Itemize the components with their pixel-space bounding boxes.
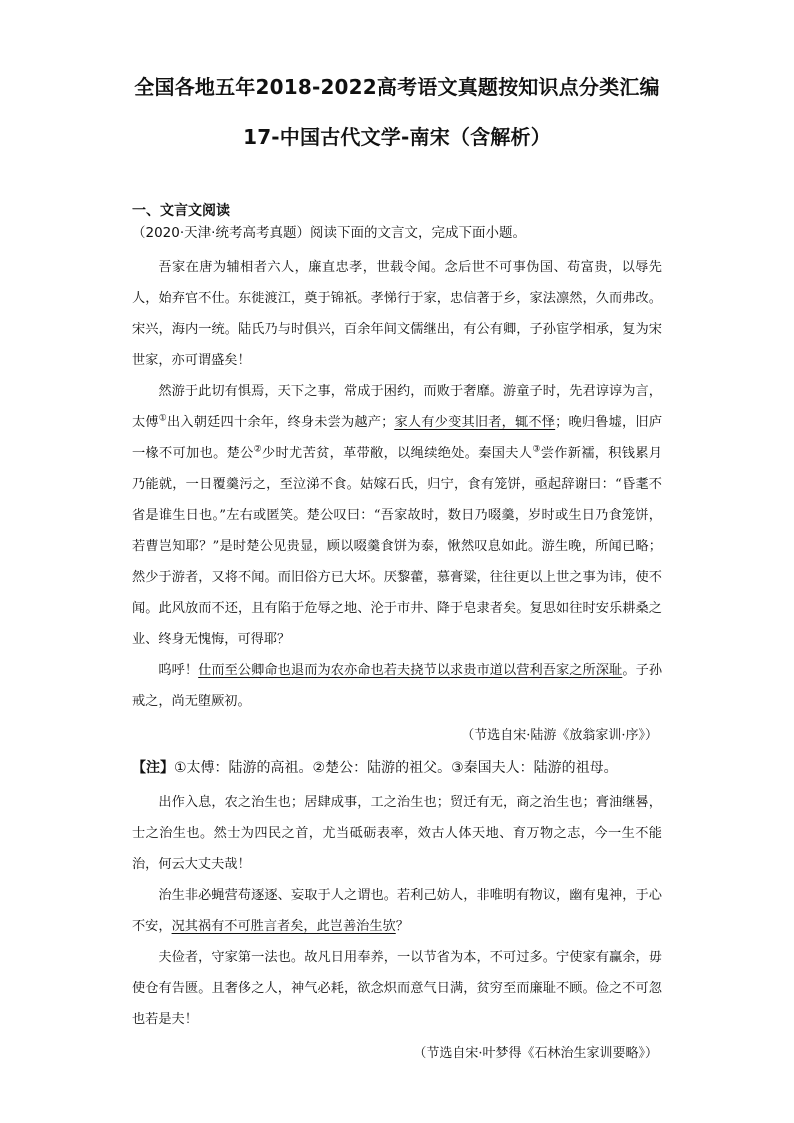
text-run: ？ (395, 919, 409, 934)
footnote-marker-3: ③ (532, 444, 541, 455)
text-run: 。子孙戒之，尚无堕厥初。 (132, 663, 663, 709)
passage1-paragraph-1: 吾家在唐为辅相者六人，廉直忠孝，世载令闻。念后世不可事伪国、苟富贵，以辱先人，始弃官不仕。东徙渡江，奠于锦祇。孝悌行于家，忠信著于乡，家法凛然，久而弗改。宋兴，海内一统。陆氏乃与时俱兴，百余年间文儒继出，有公有卿，子孙宦学相承，复为宋世家，亦可谓盛矣！ (132, 260, 662, 368)
text-run: ；晚归鲁墟，旧庐一椽不可加也。楚公 (132, 415, 663, 461)
text-run: 呜呼！ (158, 663, 199, 678)
footnote-marker-1: ① (158, 413, 168, 424)
underlined-sentence-3: 况其祸有不可胜言者矣，此岂善治生欤 (171, 919, 396, 934)
text-run: 治生非必蝇营苟逐逐、妄取于人之谓也。若利己妨人，非唯明有物议，幽有鬼神，于心不安， (132, 888, 662, 934)
passage2-source: （节选自宋·叶梦得《石林治生家训要略》） (413, 1046, 658, 1061)
text-run: 然游于此切有惧焉，天下之事，常成于困约，而败于奢靡。游童子时，先君谆谆为言，太傅 (132, 384, 662, 430)
note-text: ①太傅：陆游的高祖。②楚公：陆游的祖父。③秦国夫人：陆游的祖母。 (174, 760, 618, 776)
question-intro: （2020·天津·统考高考真题）阅读下面的文言文，完成下面小题。 (132, 225, 526, 241)
document-title-line2: 17-中国古代文学-南宋（含解析） (243, 125, 551, 149)
passage1-source: （节选自宋·陆游《放翁家训·序》） (461, 728, 658, 743)
underlined-sentence-2: 仕而至公卿命也退而为农亦命也若夫挠节以求贵市道以营利吾家之所深耻 (198, 663, 623, 678)
passage1-paragraph-2 (132, 376, 662, 655)
section-heading: 一、文言文阅读 (132, 203, 230, 219)
annotation-note (132, 753, 662, 783)
text-run: 尝作新襦，积钱累月乃能就，一日覆羹污之，至泣涕不食。姑嫁石氏，归宁，食有笼饼，亟起辞谢曰：“昏耄不省是谁生日也。”左右或匿笑。楚公叹曰：“吾家故时，数日乃啜羹，岁时或生日乃食笼饼，若曹岂知耶？”是时楚公见贵显，顾以啜羹食饼为泰，愀然叹息如此。游生晚，所闻已略；然少于游者，又将不闻。而旧俗方已大坏。厌黎藿，慕膏粱，往往更以上世之事为讳，使不闻。此风放而不还，且有陷于危辱之地、沦于市井、降于皂隶者矣。复思如往时安乐耕桑之业、终身无愧悔，可得耶？ (132, 446, 663, 647)
note-label: 【注】 (132, 760, 174, 776)
passage1-paragraph-3 (132, 655, 662, 717)
text-run: 出入朝廷四十余年，终身未尝为越产； (167, 415, 395, 430)
passage2-paragraph-2 (132, 880, 662, 942)
text-run: 少时尤苦贫，革带敝，以绳续绝处。秦国夫人 (262, 446, 533, 461)
document-title-line1: 全国各地五年2018-2022高考语文真题按知识点分类汇编 (134, 75, 660, 99)
footnote-marker-2: ② (253, 444, 263, 455)
passage2-paragraph-1: 出作入息，农之治生也；居肆成事，工之治生也；贸迁有无，商之治生也；膏油继晷，士之治生也。然士为四民之首，尤当砥砺表率，效古人体天地、育万物之志，今一生不能治，何云大丈夫哉！ (132, 795, 662, 872)
underlined-sentence-1: 家人有少变其旧者，辄不怿 (394, 415, 556, 430)
passage2-paragraph-3: 夫俭者，守家第一法也。故凡日用奉养，一以节省为本，不可过多。宁使家有赢余，毋使仓有告匮。且奢侈之人，神气必耗，欲念炽而意气日满，贫穷至而廉耻不顾。俭之不可忽也若是夫！ (132, 950, 662, 1027)
